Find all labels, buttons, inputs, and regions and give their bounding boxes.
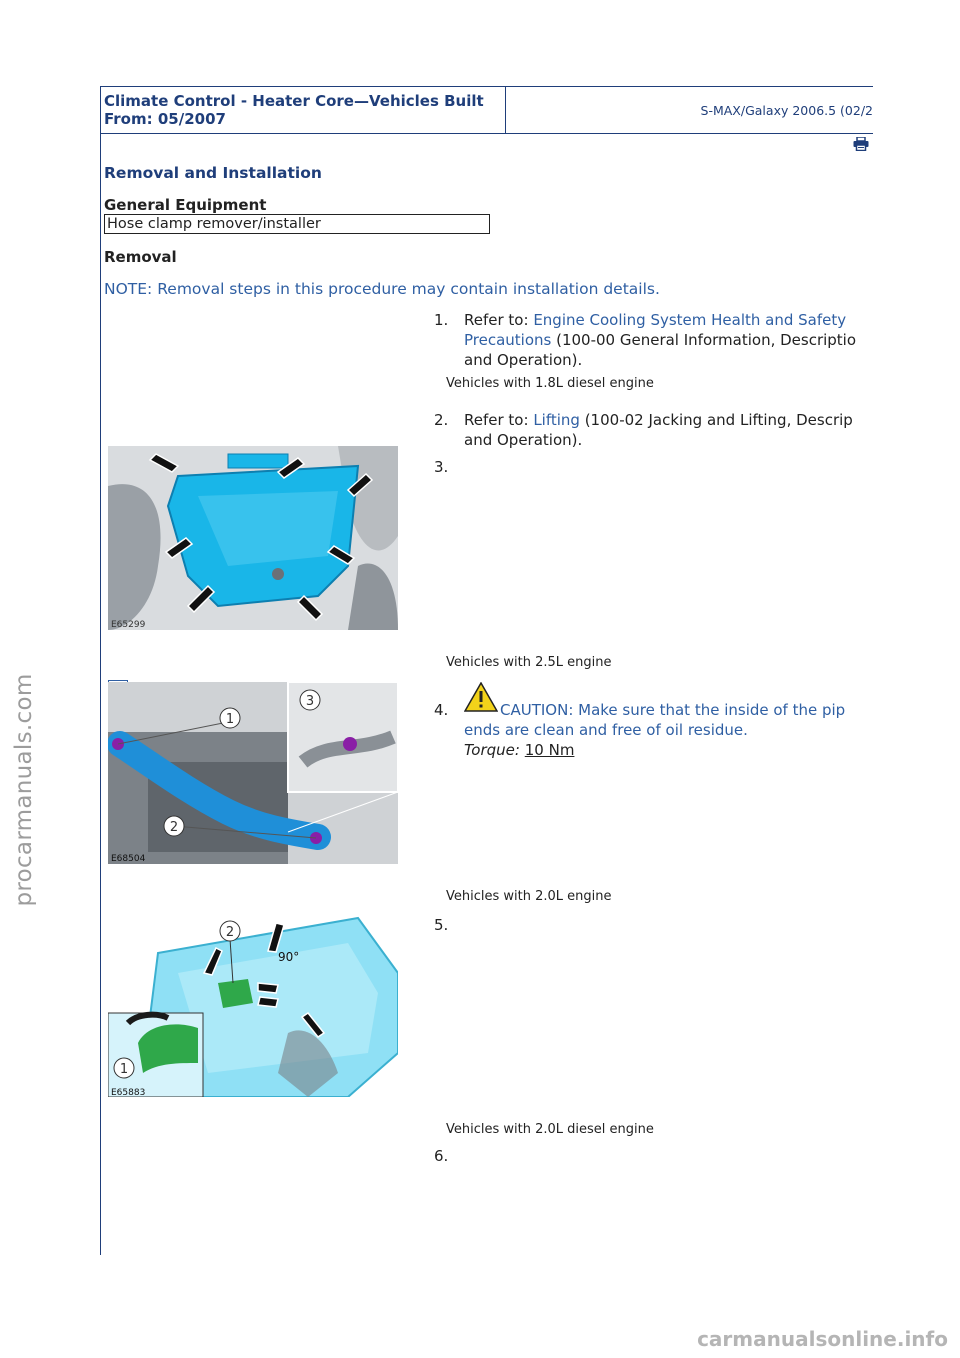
removal-note: NOTE: Removal steps in this procedure may contain installation details.	[104, 280, 660, 298]
figure-code: E68504	[111, 854, 146, 864]
svg-text:1: 1	[225, 712, 235, 727]
svg-text:3: 3	[305, 694, 315, 709]
step-number: 5.	[434, 916, 449, 934]
figure-code: E65299	[111, 620, 146, 630]
subheading-2-0l-diesel: Vehicles with 2.0L diesel engine	[446, 1122, 654, 1137]
step-reference: (100-02 Jacking and Lifting, Descrip	[579, 411, 853, 429]
figure-air-intake-pipe	[108, 682, 398, 864]
refer-to-label: Refer to:	[464, 311, 534, 329]
svg-text:1: 1	[119, 1062, 129, 1077]
callout-1	[114, 1058, 134, 1078]
torque-label: Torque:	[464, 741, 520, 759]
left-rule	[100, 86, 101, 1255]
section-title: Removal and Installation	[104, 164, 322, 182]
warning-triangle-icon	[464, 682, 498, 712]
subheading-2-5l: Vehicles with 2.5L engine	[446, 655, 612, 670]
link-precautions[interactable]: Precautions	[464, 331, 552, 349]
step-reference-end: and Operation).	[464, 351, 583, 369]
step-number: 6.	[434, 1147, 449, 1165]
side-watermark: procarmanuals.com	[11, 673, 37, 907]
callout-2	[164, 816, 184, 836]
link-engine-cooling-safety[interactable]: Engine Cooling System Health and Safety	[533, 311, 847, 329]
callout-3	[300, 690, 320, 710]
callout-1	[220, 708, 240, 728]
figure-engine-cover-2-0l	[108, 913, 398, 1097]
document-header	[101, 86, 873, 134]
removal-heading: Removal	[104, 248, 177, 266]
caution-text-1: CAUTION: Make sure that the inside of the pip	[500, 701, 846, 719]
step-number: 3.	[434, 458, 449, 476]
model-label: S-MAX/Galaxy 2006.5 (02/2	[700, 103, 873, 118]
svg-text:2: 2	[169, 820, 179, 835]
header-divider	[505, 87, 506, 133]
refer-to-label: Refer to:	[464, 411, 534, 429]
svg-text:2: 2	[225, 925, 235, 940]
step-number: 2.	[434, 411, 449, 429]
general-equipment-heading: General Equipment	[104, 196, 267, 214]
step-number: 1.	[434, 311, 449, 329]
step-number: 4.	[434, 701, 449, 719]
bottom-watermark: carmanualsonline.info	[697, 1327, 948, 1351]
step-reference: (100-00 General Information, Descriptio	[551, 331, 857, 349]
angle-label: 90°	[278, 950, 300, 964]
subheading-1-8l-diesel: Vehicles with 1.8L diesel engine	[446, 376, 654, 391]
figure-engine-undershield	[108, 446, 398, 630]
title-line-2: From: 05/2007	[104, 110, 226, 128]
caution-text-2: ends are clean and free of oil residue.	[464, 721, 748, 739]
figure-code: E65883	[111, 1088, 146, 1097]
equipment-table-row	[104, 214, 490, 234]
equipment-item: Hose clamp remover/installer	[107, 216, 321, 232]
page-title	[104, 92, 504, 128]
step-reference-end: and Operation).	[464, 431, 583, 449]
subheading-2-0l: Vehicles with 2.0L engine	[446, 889, 612, 904]
torque-value: 10 Nm	[524, 741, 575, 759]
steps-column	[420, 300, 874, 1200]
printer-icon[interactable]	[853, 137, 869, 151]
callout-2	[220, 921, 240, 941]
title-line-1: Climate Control - Heater Core—Vehicles Built	[104, 92, 484, 110]
link-lifting[interactable]: Lifting	[533, 411, 580, 429]
